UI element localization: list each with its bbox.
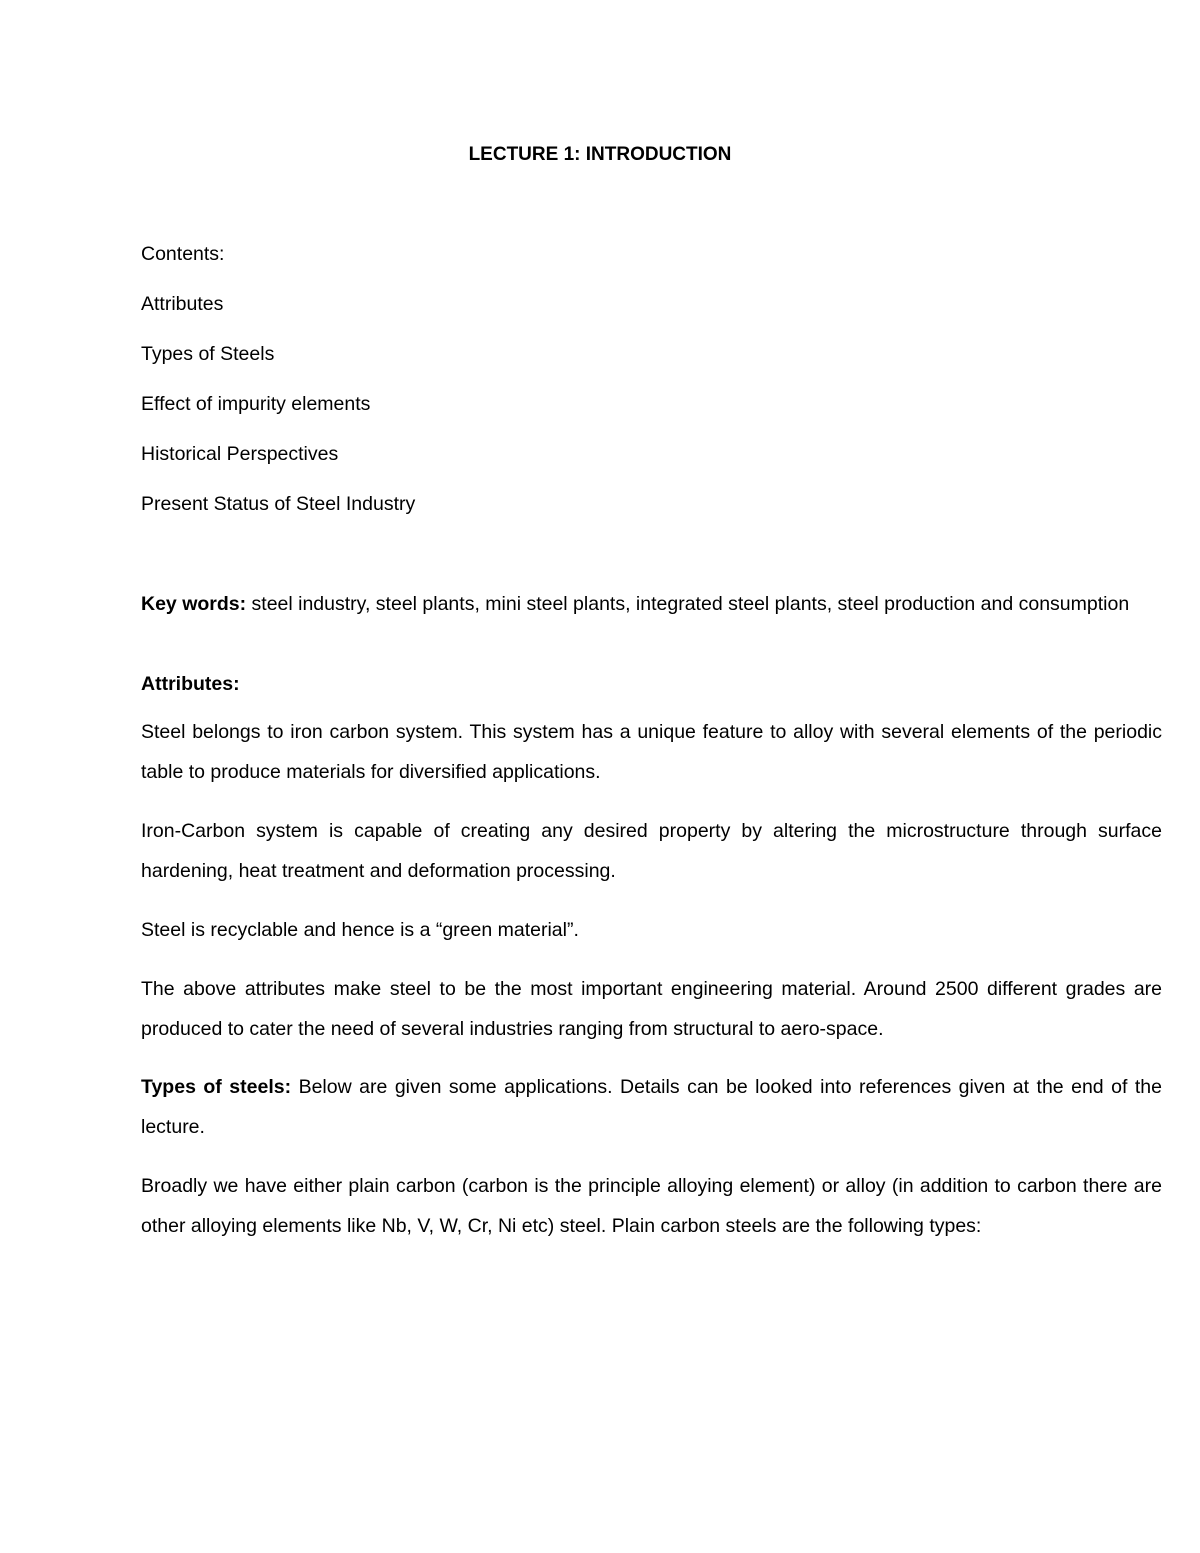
contents-item-types-of-steels: Types of Steels xyxy=(141,343,275,365)
keywords-text: steel industry, steel plants, mini steel plants, integrated steel plants, steel production and consumption xyxy=(246,593,1130,615)
attributes-paragraph-4: The above attributes make steel to be the most important engineering material. Around 2500 different grades are produced to cater the need of several industries ranging from structural to aero-space. xyxy=(141,978,1162,1040)
contents-item-historical-perspectives: Historical Perspectives xyxy=(141,443,339,465)
attributes-paragraph-1: Steel belongs to iron carbon system. This system has a unique feature to alloy with several elements of the periodic table to produce materials for diversified applications. xyxy=(141,721,1162,783)
contents-heading: Contents: xyxy=(141,243,225,265)
attributes-heading: Attributes: xyxy=(141,673,240,695)
lecture-title: LECTURE 1: INTRODUCTION xyxy=(468,144,732,165)
contents-item-present-status: Present Status of Steel Industry xyxy=(141,493,416,515)
keywords-paragraph xyxy=(141,589,1162,619)
broadly-paragraph: Broadly we have either plain carbon (carbon is the principle alloying element) or alloy (in addition to carbon there are other alloying elements like Nb, V, W, Cr, Ni etc) steel. Plain carbon steels are the following types: xyxy=(141,1175,1162,1237)
types-of-steels-label: Types of steels: xyxy=(141,1076,292,1098)
contents-item-attributes: Attributes xyxy=(141,293,224,315)
contents-item-impurity-elements: Effect of impurity elements xyxy=(141,393,371,415)
types-of-steels-paragraph xyxy=(141,1068,1162,1147)
keywords-label: Key words: xyxy=(141,593,247,615)
attributes-paragraph-3: Steel is recyclable and hence is a “green material”. xyxy=(141,919,579,941)
attributes-paragraph-2: Iron-Carbon system is capable of creating any desired property by altering the microstructure through surface hardening, heat treatment and deformation processing. xyxy=(141,820,1162,882)
types-of-steels-text: Below are given some applications. Details can be looked into references given at the end of the lecture. xyxy=(141,1076,1162,1138)
